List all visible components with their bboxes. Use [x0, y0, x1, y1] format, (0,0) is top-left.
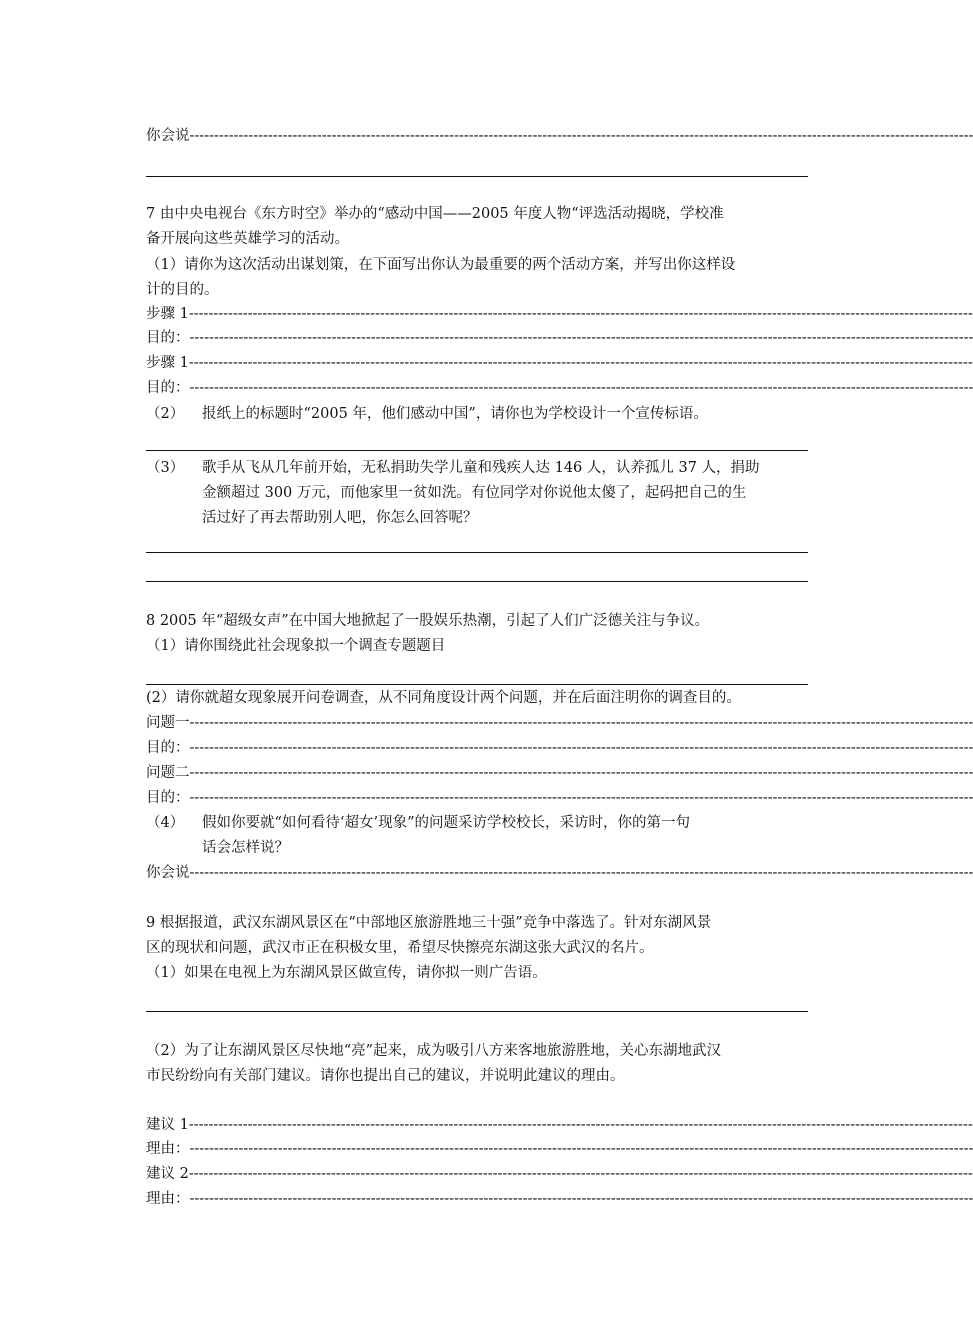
q7-purpose2-line: 目的：----------------------------------------------------------------------------------------------------------------------------------------------------------------: [146, 380, 973, 396]
q9-suggestion1-line: 建议 1----------------------------------------------------------------------------------------------------------------------------------------------------------------: [146, 1117, 973, 1133]
q9-intro-line-2: 区的现状和问题，武汉市正在积极女里，希望尽快擦亮东湖这张大武汉的名片。: [146, 940, 654, 956]
q7-part3-line-3: 活过好了再去帮助别人吧，你怎么回答呢？: [202, 510, 478, 526]
q7-intro-line-2: 备开展向这些英雄学习的活动。: [146, 231, 349, 247]
q8-question1-line: 问题一----------------------------------------------------------------------------------------------------------------------------------------------------------------: [146, 715, 973, 731]
q8-part2: (2）请你就超女现象展开问卷调查，从不同角度设计两个问题，并在后面注明你的调查目的。: [146, 690, 741, 706]
q7-part2-answer-rule: [146, 450, 808, 451]
q7-part1-line-2: 计的目的。: [146, 282, 219, 298]
q8-answer-line: 你会说----------------------------------------------------------------------------------------------------------------------------------------------------------------: [146, 865, 973, 881]
q7-intro-line-1: 7 由中央电视台《东方时空》举办的“感动中国——2005 年度人物“评选活动揭晓，学校准: [146, 206, 724, 222]
q9-suggestion2-line: 建议 2----------------------------------------------------------------------------------------------------------------------------------------------------------------: [146, 1166, 973, 1182]
q8-part1: （1）请你围绕此社会现象拟一个调查专题题目: [146, 638, 446, 654]
q9-part2-line-2: 市民纷纷向有关部门建议。请你也提出自己的建议，并说明此建议的理由。: [146, 1068, 625, 1084]
divider-top: [146, 176, 808, 177]
q9-reason2-line: 理由：----------------------------------------------------------------------------------------------------------------------------------------------------------------: [146, 1191, 973, 1207]
q7-part1-line-1: （1）请你为这次活动出谋划策，在下面写出你认为最重要的两个活动方案，并写出你这样设: [146, 257, 736, 273]
q7-part3-answer-rule-2: [146, 581, 808, 582]
q7-step2-line: 步骤 1----------------------------------------------------------------------------------------------------------------------------------------------------------------: [146, 355, 973, 371]
q8-part4-line-2: 话会怎样说？: [202, 840, 289, 856]
q8-purpose1-line: 目的：----------------------------------------------------------------------------------------------------------------------------------------------------------------: [146, 740, 973, 756]
q7-purpose1-line: 目的：----------------------------------------------------------------------------------------------------------------------------------------------------------------: [146, 330, 973, 346]
q9-part1: （1）如果在电视上为东湖风景区做宣传，请你拟一则广告语。: [146, 965, 547, 981]
q9-reason1-line: 理由：----------------------------------------------------------------------------------------------------------------------------------------------------------------: [146, 1141, 973, 1157]
q7-part3-line-2: 金额超过 300 万元，而他家里一贫如洗。有位同学对你说他太傻了，起码把自己的生: [202, 485, 747, 501]
q8-intro: 8 2005 年“超级女声”在中国大地掀起了一股娱乐热潮，引起了人们广泛德关注与争议。: [146, 613, 710, 629]
q7-part3-line-1: （3） 歌手从飞从几年前开始，无私捐助失学儿童和残疾人达 146 人，认养孤儿 37 人，捐助: [146, 460, 760, 476]
answer-line-top: 你会说----------------------------------------------------------------------------------------------------------------------------------------------------------------: [146, 128, 973, 144]
q9-intro-line-1: 9 根据报道，武汉东湖风景区在“中部地区旅游胜地三十强”竞争中落选了。针对东湖风景: [146, 915, 712, 931]
q8-purpose2-line: 目的：----------------------------------------------------------------------------------------------------------------------------------------------------------------: [146, 790, 973, 806]
q8-part4-line-1: （4） 假如你要就“如何看待‘超女’现象”的问题采访学校校长，采访时，你的第一句: [146, 815, 691, 831]
q8-question2-line: 问题二----------------------------------------------------------------------------------------------------------------------------------------------------------------: [146, 765, 973, 781]
q9-part1-answer-rule: [146, 1011, 808, 1012]
q7-part3-answer-rule-1: [146, 552, 808, 553]
q7-step1-line: 步骤 1----------------------------------------------------------------------------------------------------------------------------------------------------------------: [146, 306, 973, 322]
q8-part1-answer-rule: [146, 684, 808, 685]
q7-part2: （2） 报纸上的标题时“2005 年，他们感动中国”，请你也为学校设计一个宣传标语。: [146, 406, 708, 422]
q9-part2-line-1: （2）为了让东湖风景区尽快地“亮”起来，成为吸引八方来客地旅游胜地，关心东湖地武汉: [146, 1043, 722, 1059]
